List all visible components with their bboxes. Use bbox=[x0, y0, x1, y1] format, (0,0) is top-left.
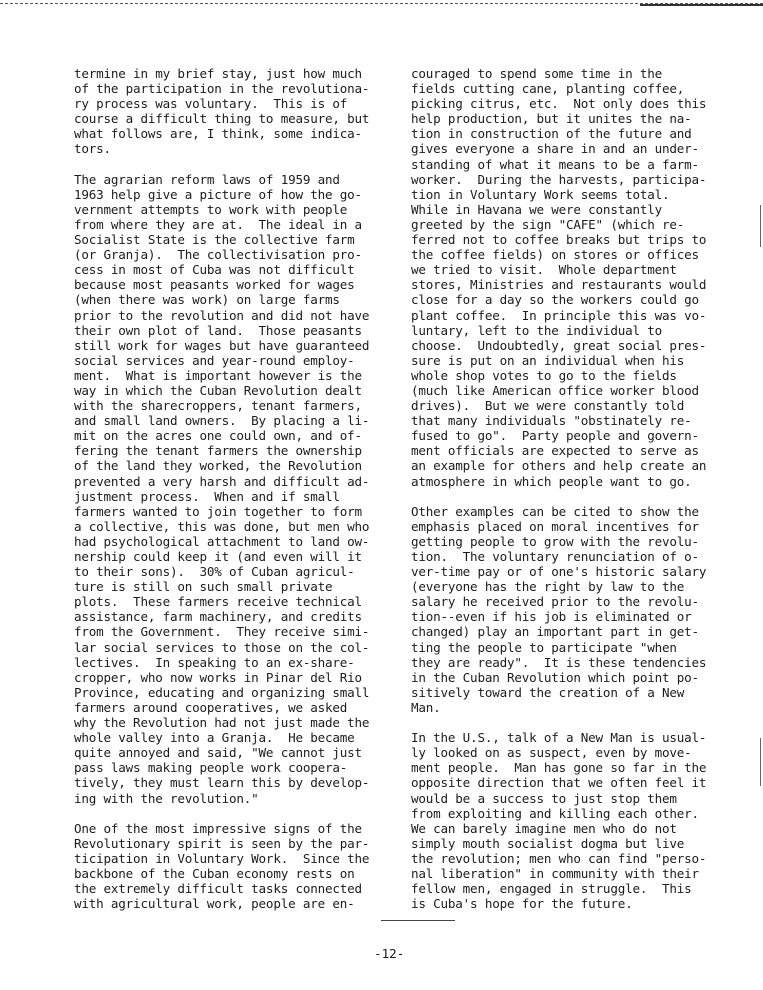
scan-edge-mark bbox=[760, 205, 761, 247]
paragraph: In the U.S., talk of a New Man is usual- ly looked on as suspect, even by move- ment people. Man has gone so far in the opposite direction that we often feel it would be a success to just stop them from exploiting and killing each other. We can barely imagine men who do not simply mouth socialist dogma but live the revolution; men who can find "perso- nal liberation" in community with their fellow men, engaged in struggle. This is Cuba's hope for the future. bbox=[411, 730, 707, 912]
paragraph: couraged to spend some time in the fields cutting cane, planting coffee, picking citrus, etc. Not only does this help production, but it unites the na- tion in construction of the future and gives everyone a share in and an under- standing of what it means to be a farm- worker. During the harvests, participa- tion in Voluntary Work seems total. While in Havana we were constantly greeted by the sign "CAFE" (which re- ferred not to coffee breaks but trips to the coffee fields) on stores or offices we tried to visit. Whole department stores, Ministries and restaurants would close for a day so the workers could go plant coffee. In principle this was vo- luntary, left to the individual to choose. Undoubtedly, great social pres- sure is put on an individual when his whole shop votes to go to the fields (much like American office worker blood drives). But we were constantly told that many individuals "obstinately re- fused to go". Party people and govern- ment officials are expected to serve as an example for others and help create an atmosphere in which people want to go. bbox=[411, 66, 707, 489]
paragraph: Other examples can be cited to show the emphasis placed on moral incentives for getting people to grow with the revolu- tion. The voluntary renunciation of o- ver-time pay or of one's historic salary (everyone has the right by law to the salary he received prior to the revolu- tion--even if his job is eliminated or changed) play an important part in get- ting the people to participate "when they are ready". It is these tendencies in the Cuban Revolution which point po- sitively toward the creation of a New Man. bbox=[411, 503, 707, 715]
scan-top-edge-mark bbox=[640, 4, 763, 6]
paragraph: termine in my brief stay, just how much of the participation in the revolutiona- ry process was voluntary. This is of course a difficult thing to measure, but what follows are, I think, some indica- tors. bbox=[74, 66, 370, 157]
footnote-rule bbox=[381, 920, 455, 921]
scan-edge-mark bbox=[760, 738, 761, 786]
right-column bbox=[411, 66, 715, 911]
left-column bbox=[74, 66, 378, 911]
paragraph: The agrarian reform laws of 1959 and 1963 help give a picture of how the go- vernment attempts to work with people from where they are at. The ideal in a Socialist State is the collective farm (or Granja). The collectivisation pro- cess in most of Cuba was not difficult because most peasants worked for wages (when there was work) on large farms prior to the revolution and did not have their own plot of land. Those peasants still work for wages but have guaranteed social services and year-round employ- ment. What is important however is the way in which the Cuban Revolution dealt with the sharecroppers, tenant farmers, and small land owners. By placing a li- mit on the acres one could own, and of- fering the tenant farmers the ownership of the land they worked, the Revolution prevented a very harsh and difficult ad- justment process. When and if small farmers wanted to join together to form a collective, this was done, but men who had psychological attachment to land ow- nership could keep it (and even will it to their sons). 30% of Cuban agricul- ture is still on such small private plots. These farmers receive technical assistance, farm machinery, and credits from the Government. They receive simi- lar social services to those on the col- lectives. In speaking to an ex-share- cropper, who now works in Pinar del Rio Province, educating and organizing small farmers around cooperatives, we asked why the Revolution had not just made the whole valley into a Granja. He became quite annoyed and said, "We cannot just pass laws making people work coopera- tively, they must learn this by develop- ing with the revolution." bbox=[74, 171, 370, 806]
paragraph: One of the most impressive signs of the Revolutionary spirit is seen by the par- ticipation in Voluntary Work. Since the backbone of the Cuban economy rests on the extremely difficult tasks connected with agricultural work, people are en- bbox=[74, 820, 370, 912]
page-number: -12- bbox=[374, 946, 405, 961]
